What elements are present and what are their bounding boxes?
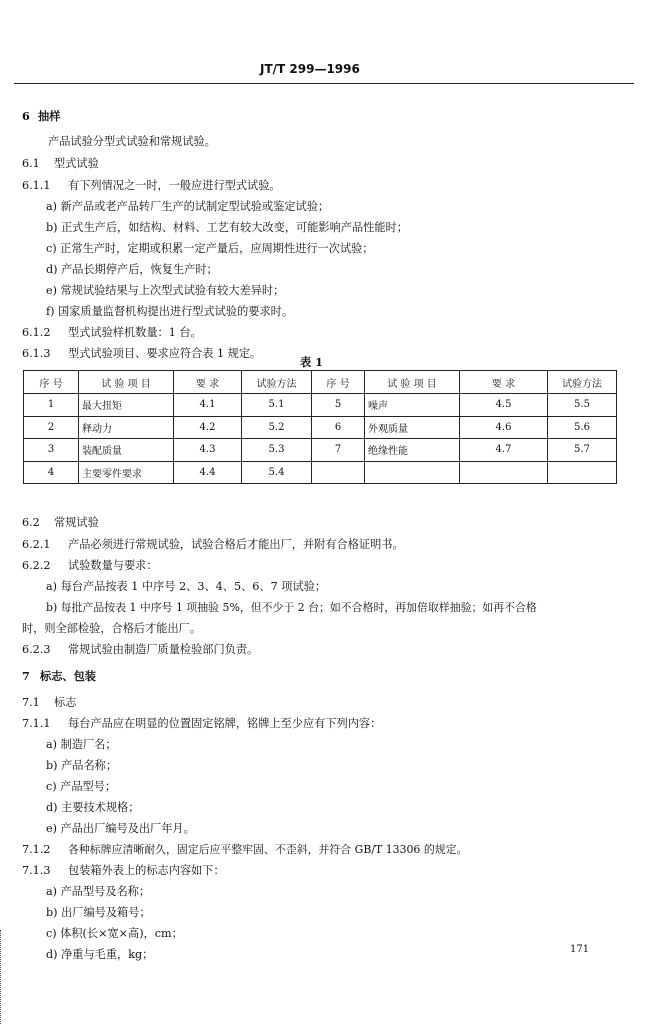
table-cell: 主要零件要求: [79, 461, 174, 484]
table-cell: 4.3: [174, 439, 242, 462]
list-item: d) 主要技术规格；: [46, 801, 140, 814]
section-6-2-number: 6.2: [22, 516, 40, 529]
section-6-1-number: 6.1: [22, 157, 40, 170]
table-header-cell: 序 号: [24, 371, 79, 394]
list-item: b) 产品名称；: [46, 759, 118, 772]
section-7-1-title: 标志: [54, 696, 77, 709]
section-6-1-2-text: 型式试验样机数量：1 台。: [68, 326, 202, 339]
section-6-2-1-number: 6.2.1: [22, 538, 51, 551]
section-6-intro: 产品试验分型式试验和常规试验。: [48, 135, 216, 148]
scan-edge: [0, 930, 3, 1024]
section-6-1-title: 型式试验: [54, 157, 99, 170]
table-header-cell: 试验方法: [242, 371, 312, 394]
section-7-1-3-number: 7.1.3: [22, 864, 51, 877]
list-item-continuation: 时，则全部检验，合格后才能出厂。: [22, 622, 202, 635]
list-item: c) 体积(长×宽×高)，cm；: [46, 927, 183, 940]
section-7-1-2-number: 7.1.2: [22, 843, 51, 856]
list-item: a) 新产品或老产品转厂生产的试制定型试验或鉴定试验；: [46, 200, 330, 213]
list-item: d) 产品长期停产后，恢复生产时；: [46, 263, 218, 276]
table-cell: 5.5: [548, 394, 617, 417]
table-cell: [312, 461, 365, 484]
section-7-title: 标志、包装: [40, 669, 96, 683]
list-item: b) 每批产品按表 1 中序号 1 项抽验 5%，但不少于 2 台；如不合格时，再加倍取样抽验；如再不合格: [46, 601, 537, 614]
table-header-cell: 试验方法: [548, 371, 617, 394]
list-item: d) 净重与毛重，kg；: [46, 948, 154, 961]
section-6-1-2-number: 6.1.2: [22, 326, 51, 339]
table-cell: 外观质量: [365, 416, 460, 439]
table-cell: 2: [24, 416, 79, 439]
section-6-2-2-number: 6.2.2: [22, 559, 51, 572]
table-cell: 绝缘性能: [365, 439, 460, 462]
table-header-row: [24, 371, 617, 394]
section-7-1-3-text: 包装箱外表上的标志内容如下：: [68, 864, 225, 877]
list-item: a) 制造厂名；: [46, 738, 117, 751]
table-cell: 4: [24, 461, 79, 484]
list-item: b) 出厂编号及箱号；: [46, 906, 151, 919]
section-7-1-1-number: 7.1.1: [22, 717, 51, 730]
table-cell: 5.7: [548, 439, 617, 462]
table-row: [24, 416, 617, 439]
table-header-cell: 要 求: [174, 371, 242, 394]
table-cell: 4.6: [460, 416, 548, 439]
list-item: b) 正式生产后，如结构、材料、工艺有较大改变，可能影响产品性能时；: [46, 221, 408, 234]
table-header-cell: 序 号: [312, 371, 365, 394]
table-header-cell: 试 验 项 目: [79, 371, 174, 394]
header-rule: [14, 83, 634, 84]
list-item: c) 产品型号；: [46, 780, 117, 793]
table-caption: 表 1: [300, 355, 323, 369]
section-6-1-3-text: 型式试验项目、要求应符合表 1 规定。: [68, 347, 262, 360]
section-7-1-2-text: 各种标牌应清晰耐久，固定后应平整牢固、不歪斜，并符合 GB/T 13306 的规定。: [68, 843, 468, 856]
table-header-cell: 要 求: [460, 371, 548, 394]
section-7-1-number: 7.1: [22, 696, 40, 709]
list-item: c) 正常生产时，定期或积累一定产量后，应周期性进行一次试验；: [46, 242, 374, 255]
list-item: f) 国家质量监督机构提出进行型式试验的要求时。: [46, 305, 294, 318]
table-cell: 最大扭矩: [79, 394, 174, 417]
table-cell: 5.4: [242, 461, 312, 484]
standard-code: JT/T 299—1996: [260, 62, 360, 76]
section-6-title: 抽样: [38, 109, 61, 123]
table-row: [24, 461, 617, 484]
page-number: 171: [570, 944, 590, 955]
section-7-number: 7: [22, 669, 30, 683]
table-cell: 5.3: [242, 439, 312, 462]
table-cell: 4.1: [174, 394, 242, 417]
table-cell: [548, 461, 617, 484]
table-cell: 5.2: [242, 416, 312, 439]
section-6-2-3-number: 6.2.3: [22, 643, 51, 656]
section-6-1-1-number: 6.1.1: [22, 179, 51, 192]
table-cell: 6: [312, 416, 365, 439]
table-1: [23, 370, 617, 484]
table-cell: 装配质量: [79, 439, 174, 462]
table-row: [24, 439, 617, 462]
list-item: a) 产品型号及名称；: [46, 885, 151, 898]
section-6-number: 6: [22, 109, 30, 123]
table-cell: 释动力: [79, 416, 174, 439]
table-cell: [365, 461, 460, 484]
table-cell: 3: [24, 439, 79, 462]
list-item: e) 产品出厂编号及出厂年月。: [46, 822, 195, 835]
table-cell: [460, 461, 548, 484]
table-cell: 5.6: [548, 416, 617, 439]
section-6-2-2-text: 试验数量与要求：: [68, 559, 158, 572]
section-7-1-1-text: 每台产品应在明显的位置固定铭牌，铭牌上至少应有下列内容：: [68, 717, 382, 730]
section-6-2-3-text: 常规试验由制造厂质量检验部门负责。: [68, 643, 259, 656]
table-cell: 5.1: [242, 394, 312, 417]
table-cell: 4.7: [460, 439, 548, 462]
table-cell: 1: [24, 394, 79, 417]
list-item: a) 每台产品按表 1 中序号 2、3、4、5、6、7 项试验；: [46, 580, 327, 593]
table-cell: 4.5: [460, 394, 548, 417]
table-cell: 噪声: [365, 394, 460, 417]
table-cell: 5: [312, 394, 365, 417]
table-cell: 4.4: [174, 461, 242, 484]
section-6-2-title: 常规试验: [54, 516, 99, 529]
table-cell: 7: [312, 439, 365, 462]
table-header-cell: 试 验 项 目: [365, 371, 460, 394]
list-item: e) 常规试验结果与上次型式试验有较大差异时；: [46, 284, 285, 297]
section-6-1-3-number: 6.1.3: [22, 347, 51, 360]
section-6-1-1-text: 有下列情况之一时，一般应进行型式试验。: [68, 179, 281, 192]
table-cell: 4.2: [174, 416, 242, 439]
table-row: [24, 394, 617, 417]
section-6-2-1-text: 产品必须进行常规试验，试验合格后才能出厂，并附有合格证明书。: [68, 538, 404, 551]
